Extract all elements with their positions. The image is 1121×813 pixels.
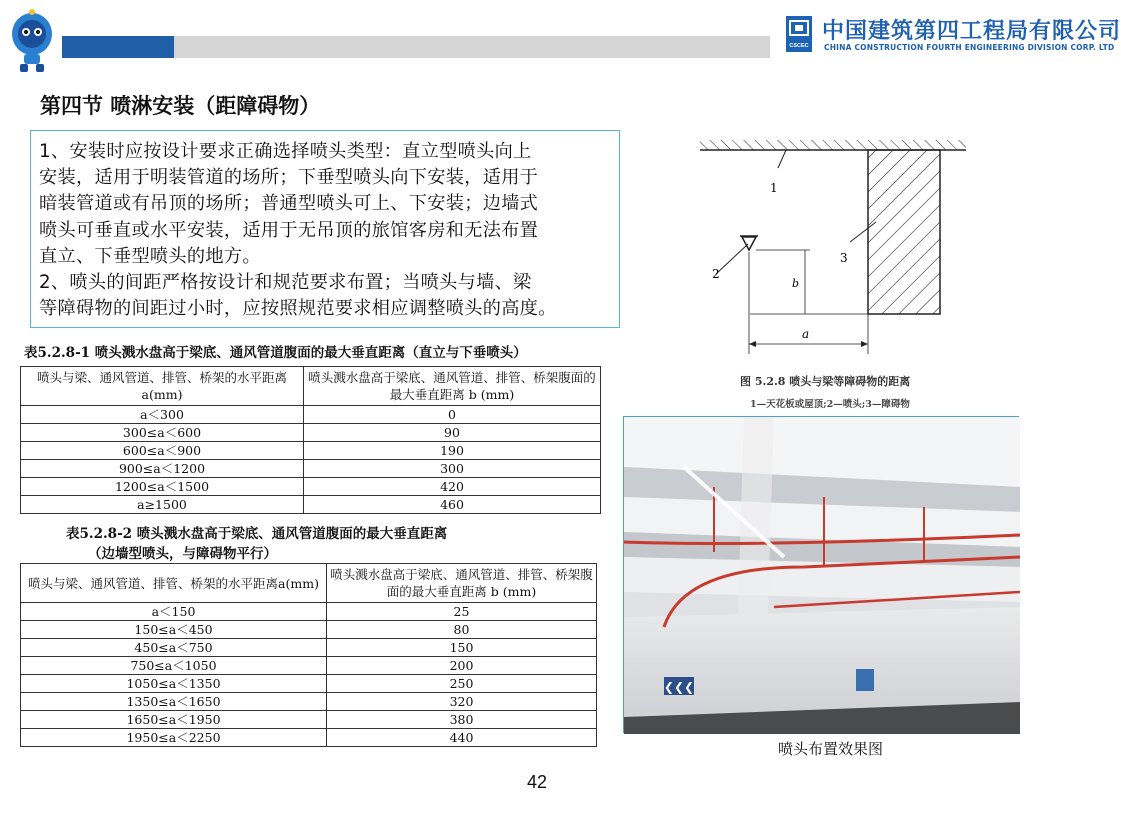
cell-distance: 900≤a＜1200 (21, 460, 304, 478)
table-row (21, 639, 597, 657)
cell-height: 25 (327, 603, 597, 621)
cell-distance: 450≤a＜750 (21, 639, 327, 657)
cell-height: 190 (304, 442, 601, 460)
cell-distance: 1050≤a＜1350 (21, 675, 327, 693)
text-line: 等障碍物的间距过小时，应按照规范要求相应调整喷头的高度。 (39, 298, 557, 320)
column-header: 喷头与梁、通风管道、排管、桥架的水平距离a(mm) (21, 367, 304, 406)
page-number: 42 (527, 772, 548, 792)
diagram-caption: 图 5.2.8 喷头与梁等障碍物的距离 (740, 375, 911, 388)
cell-height: 380 (327, 711, 597, 729)
dimension-b (750, 250, 868, 314)
cell-height: 80 (327, 621, 597, 639)
spec-table-sidewall (20, 563, 597, 747)
label-sprinkler: 2 (712, 267, 720, 281)
company-name-en: CHINA CONSTRUCTION FOURTH ENGINEERING DIVISION CORP. LTD (824, 43, 1115, 52)
cell-distance: 1350≤a＜1650 (21, 693, 327, 711)
column-header: 喷头与梁、通风管道、排管、桥架的水平距离a(mm) (21, 564, 327, 603)
label-a: a (802, 327, 810, 341)
sprinkler-head-icon (740, 236, 758, 250)
spec-table-upright (20, 366, 601, 514)
direction-sign: ❮❮❮ (663, 680, 695, 694)
cell-height: 150 (327, 639, 597, 657)
obstacle-beam (868, 150, 940, 314)
ceiling (700, 140, 966, 150)
table-row (21, 460, 601, 478)
table2-caption-line1: 表5.2.8-2 喷头溅水盘高于梁底、通风管道腹面的最大垂直距离 (66, 526, 448, 542)
cell-height: 0 (304, 406, 601, 424)
table-row (21, 478, 601, 496)
page-title: 第四节 喷淋安装（距障碍物） (40, 94, 321, 118)
table-row (21, 675, 597, 693)
sprinkler-layout-photo (623, 416, 1019, 733)
label-b: b (792, 277, 800, 290)
text-line: 喷头可垂直或水平安装，适用于无吊顶的旅馆客房和无法布置 (39, 219, 539, 241)
logo-text: CSCEC (789, 43, 809, 49)
text-line: 安装，适用于明装管道的场所；下垂型喷头向下安装，适用于 (39, 167, 539, 189)
table1-caption: 表5.2.8-1 喷头溅水盘高于梁底、通风管道腹面的最大垂直距离（直立与下垂喷头） (24, 345, 527, 361)
cell-height: 300 (304, 460, 601, 478)
table-row (21, 424, 601, 442)
table-row (21, 693, 597, 711)
table-header-row (21, 564, 597, 603)
cell-height: 460 (304, 496, 601, 514)
instruction-textbox (30, 130, 620, 328)
column-header: 喷头溅水盘高于梁底、通风管道、排管、桥架腹面的最大垂直距离 b (mm) (304, 367, 601, 406)
cell-height: 320 (327, 693, 597, 711)
cell-distance: 300≤a＜600 (21, 424, 304, 442)
table-row (21, 711, 597, 729)
table-row (21, 442, 601, 460)
table-row (21, 496, 601, 514)
cell-distance: 1950≤a＜2250 (21, 729, 327, 747)
cell-distance: a≥1500 (21, 496, 304, 514)
text-line: 2、喷头的间距严格按设计和规范要求布置；当喷头与墙、梁 (39, 272, 532, 294)
table2-caption-line2: （边墙型喷头，与障碍物平行） (88, 546, 277, 562)
text-line: 暗装管道或有吊顶的场所；普通型喷头可上、下安装；边墙式 (39, 193, 539, 215)
header-bar-accent (62, 36, 174, 58)
table-row (21, 406, 601, 424)
cell-height: 90 (304, 424, 601, 442)
label-obstacle: 3 (840, 251, 848, 265)
table-row (21, 657, 597, 675)
text-line: 直立、下垂型喷头的地方。 (39, 245, 261, 267)
cell-distance: 150≤a＜450 (21, 621, 327, 639)
cell-distance: 750≤a＜1050 (21, 657, 327, 675)
table-header-row (21, 367, 601, 406)
cell-distance: a＜300 (21, 406, 304, 424)
cell-distance: 1200≤a＜1500 (21, 478, 304, 496)
cell-height: 440 (327, 729, 597, 747)
table-row (21, 621, 597, 639)
cell-height: 420 (304, 478, 601, 496)
photo-caption: 喷头布置效果图 (778, 740, 884, 758)
company-logo-icon (786, 16, 812, 52)
table-row (21, 603, 597, 621)
cell-height: 200 (327, 657, 597, 675)
diagram-legend: 1—天花板或屋顶;2—喷头;3—障碍物 (750, 399, 910, 410)
mascot-logo-icon (8, 8, 56, 76)
cell-height: 250 (327, 675, 597, 693)
cell-distance: 600≤a＜900 (21, 442, 304, 460)
company-name-cn: 中国建筑第四工程局有限公司 (822, 19, 1121, 44)
column-header: 喷头溅水盘高于梁底、通风管道、排管、桥架腹面的最大垂直距离 b (mm) (327, 564, 597, 603)
cell-distance: 1650≤a＜1950 (21, 711, 327, 729)
cell-distance: a＜150 (21, 603, 327, 621)
header-bar (174, 36, 770, 58)
label-ceiling: 1 (770, 181, 778, 195)
obstacle-distance-diagram (690, 132, 990, 412)
text-line: 1、安装时应按设计要求正确选择喷头类型：直立型喷头向上 (39, 141, 532, 162)
table-row (21, 729, 597, 747)
